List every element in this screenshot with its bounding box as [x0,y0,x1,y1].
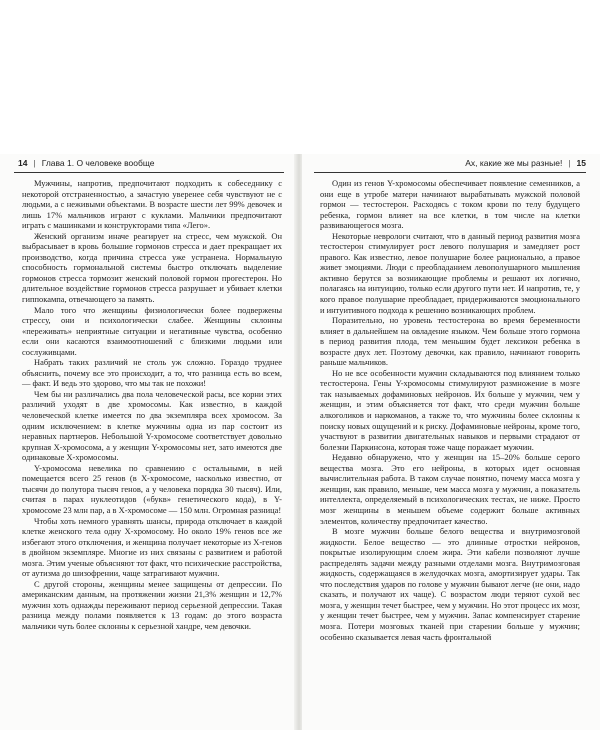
paragraph: С другой стороны, женщины менее защищены от депрессии. По американским данным, на протяжении жизни 21,3% женщин и 12,7% мужчин хоть однажды переживают период серьезной депрессии. Такая разница между полами появляется к 13 годам: до этого возраста мальчики чуть более склонны к серьезной хандре, чем девочки. [22,578,282,631]
left-page [0,154,296,730]
paragraph: В мозге мужчин больше белого вещества и внутримозговой жидкости. Белое вещество — это длинные отростки нейронов, покрытые изолирующим слоем жира. Эти кабели позволяют лучше распределять задачи между разными отделами мозга. Внутримозговая жидкость, содержащаяся в желудочках мозга, амортизирует удары. Так что последствия ударов по голове у мужчин бывают легче (не они, надо сказать, и получают их чаще). С возрастом люди теряют сухой вес мозга, у женщин течет быстрее, чем у мужчин. Но этот процесс их мозг, у женщин течет быстрее, чем у мужчин. Запас компенсирует старение мозга. Потери мозговых тканей при старении больше у мужчин; особенно сказывается левая часть фронтальной [320,526,580,642]
right-header-rule [314,172,586,173]
left-header-rule [14,172,284,173]
paragraph: Мужчины, напротив, предпочитают подходить к собеседнику с некоторой отстраненностью, а зачастую уверенее себя чувствуют не с людьми, а с неживыми объектами. В возрасте шести лет 99% девочек и лишь 17% мальчиков играют с куклами. Мальчики предпочитают играть с машинками и конструкторами типа «Лего». [22,178,282,231]
paragraph: Y-хромосома невелика по сравнению с остальными, в ней помещается всего 25 генов (в X-хромосоме, насколько известно, от тысячи до полутора тысяч генов, а у человека порядка 30 тысяч). Или, считая в парах нуклеотидов («букв» генетического кода), в Y-хромосоме 23 млн пар, а в X-хромосоме — 150 млн. Огромная разница! [22,462,282,515]
paragraph: Но не все особенности мужчин складываются под влиянием только тестостерона. Гены Y-хромосомы стимулируют размножение в мозге так называемых дофаминовых нейронов. Их больше у мужчин, чем у женщин, и этим объясняется тот факт, что среди мужчин больше алкоголиков и наркоманов, а также то, что мужчины более склонны к поиску новых ощущений и к риску. Дофаминовые нейроны, кроме того, участвуют в развитии двигательных навыков и первыми страдают от болезни Паркинсона, которая тоже чаще поражает мужчин. [320,367,580,452]
right-page [302,154,600,730]
right-body-text [320,178,580,642]
right-running-header [302,156,600,170]
right-page-number: 15 [576,158,586,168]
left-page-number: 14 [18,158,28,168]
paragraph: Чтобы хоть немного уравнять шансы, природа отключает в каждой клетке женского тела одну X-хромосому. Но около 19% генов все же избегают этого отключения, и женщина получает некоторые из X-генов в двойном экземпляре. Многие из них связаны с развитием и работой мозга. Этим ученые объясняют тот факт, что психические расстройства, от аутизма до шизофрении, чаще затрагивают мужчин. [22,515,282,579]
paragraph: Мало того что женщины физиологически более подвержены стрессу, они и психологически слабее. Женщины склонны «переживать» неприятные ситуации и негативные чувства, особенно если они касаются взаимоотношений с близкими людьми или сослуживцами. [22,304,282,357]
paragraph: Некоторые неврологи считают, что в данный период развития мозга тестостерон стимулирует рост левого полушария и замедляет рост правого. Как известно, левое полушарие более рационально, а правое живет эмоциями. Люди с преобладанием левополушарного мышления активно берутся за возникающие проблемы и решают их логично, полагаясь на интуицию, только если другого пути нет. И напротив, те, у кого правое полушарие преобладает, придерживаются эмоционального и интуитивного подхода к решению возникающих проблем. [320,230,580,315]
paragraph: Поразительно, но уровень тестостерона во время беременности влияет в дальнейшем на овладение языком. Чем больше этого гормона в период развития плода, тем меньшим будет лексикон ребенка в возрасте двух лет. Поэтому девочки, как правило, начинают говорить раньше мальчиков. [320,315,580,368]
paragraph: Один из генов Y-хромосомы обеспечивает появление семенников, а они еще в утробе матери начинают вырабатывать мужской половой гормон — тестостерон. Расходясь с током крови по телу будущего ребенка, гормон влияет на все клетки, в том числе на клетки развивающегося мозга. [320,178,580,231]
left-running-head: Глава 1. О человеке вообще [41,158,155,168]
right-running-head: Ах, какие же мы разные! [465,158,563,168]
header-separator: | [568,158,571,168]
paragraph: Недавно обнаружено, что у женщин на 15–20% больше серого вещества мозга. Это его нейроны, в которых идет основная вычислительная работа. В таком случае понятно, почему масса мозга у женщин, как правило, меньше, чем масса мозга у мужчин, а показатель интеллекта, определяемый в психологических тестах, не ниже. Просто мозг женщины в меньшем объеме содержит больше активных элементов, количеству предпочитает качество. [320,452,580,526]
paragraph: Женский организм иначе реагирует на стресс, чем мужской. Он выбрасывает в кровь большие гормонов стресса и дает прекращает их производство, когда причина стресса уже устранена. Нормальную способность гормональной системы быстро отключать выделение гормонов стресса тормозит женский половой гормон прогестерон. Но длительное воздействие гормонов стресса разрушает и убивает клетки гиппокампа, отвечающего за память. [22,230,282,305]
left-body-text [22,178,282,632]
header-separator: | [33,158,36,168]
paragraph: Набрать таких различий не столь уж сложно. Гораздо труднее объяснить, почему все это происходит, а то, что разница есть во всем, — факт. И ведь это здорово, что мы так не похожи! [22,357,282,389]
left-running-header [0,156,296,170]
paragraph: Чем бы ни различались два пола человеческой расы, все корни этих различий уходят в две хромосомы. Как известно, в каждой человеческой клетке имеется по два экземпляра всех хромосом. За одним исключением: в клетке мужчины одна из пар состоит из неравных партнеров. Небольшой Y-хромосоме соответствует довольно крупная X-хромосома, а у женщин Y-хромосомы нет, зато имеются две одинаковые X-хромосомы. [22,388,282,463]
